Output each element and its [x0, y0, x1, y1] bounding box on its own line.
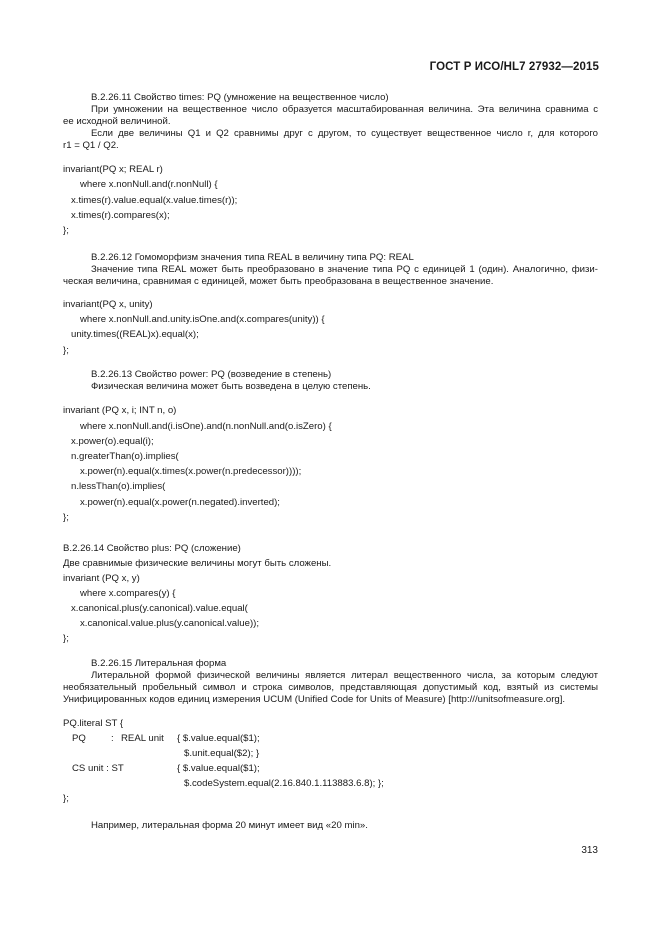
code-line: }; — [63, 512, 69, 523]
code-line: where x.compares(y) { — [80, 588, 176, 599]
code-line: invariant (PQ x, y) — [63, 573, 140, 584]
code-token: PQ — [72, 733, 86, 744]
code-line: x.canonical.plus(y.canonical).value.equal( — [71, 603, 248, 614]
code-line: x.canonical.value.plus(y.canonical.value)); — [80, 618, 259, 629]
code-token: CS unit : ST — [72, 763, 124, 774]
paragraph-line: ее исходной величиной. — [63, 116, 171, 127]
section-title-times: B.2.26.11 Свойство times: PQ (умножение на вещественное число) — [91, 92, 389, 103]
standard-code-header: ГОСТ Р ИСО/HL7 27932—2015 — [429, 61, 599, 73]
paragraph-line: Две сравнимые физические величины могут быть сложены. — [63, 558, 332, 569]
code-line: }; — [63, 633, 69, 644]
paragraph-line: Значение типа REAL может быть преобразовано в значение типа PQ с единицей 1 (один). Аналогично, физи- — [91, 264, 598, 275]
code-line: x.power(n).equal(x.times(x.power(n.predecessor)))); — [80, 466, 302, 477]
code-line: x.power(n).equal(x.power(n.negated).inverted); — [80, 497, 280, 508]
paragraph-line: Если две величины Q1 и Q2 сравнимы друг с другом, то существует вещественное число r, для которого — [91, 128, 598, 139]
code-line: x.times(r).compares(x); — [71, 210, 170, 221]
section-title-literal-form: B.2.26.15 Литеральная форма — [91, 658, 227, 669]
code-line: PQ.literal ST { — [63, 718, 124, 729]
section-title-plus: B.2.26.14 Свойство plus: PQ (сложение) — [63, 543, 241, 554]
paragraph-line: Физическая величина может быть возведена в целую степень. — [91, 381, 371, 392]
code-token: { $.value.equal($1); — [177, 763, 260, 774]
code-line: }; — [63, 345, 69, 356]
code-line: }; — [63, 225, 69, 236]
code-line: where x.nonNull.and(r.nonNull) { — [80, 179, 218, 190]
code-line: invariant(PQ x, unity) — [63, 299, 153, 310]
code-line: where x.nonNull.and.unity.isOne.and(x.compares(unity)) { — [80, 314, 325, 325]
paragraph-line: r1 = Q1 / Q2. — [63, 140, 119, 151]
code-line: n.greaterThan(o).implies( — [71, 451, 179, 462]
paragraph-line: Унифицированных кодов единиц измерения UCUM (Unified Code for Units of Measure) [http:///unitsofmeasure.org]. — [63, 694, 566, 705]
code-token: $.codeSystem.equal(2.16.840.1.113883.6.8); }; — [184, 778, 384, 789]
code-line: where x.nonNull.and(i.isOne).and(n.nonNull.and(o.isZero) { — [80, 421, 332, 432]
section-title-power: B.2.26.13 Свойство power: PQ (возведение в степень) — [91, 369, 332, 380]
example-paragraph: Например, литеральная форма 20 минут имеет вид «20 min». — [91, 820, 368, 831]
section-title-homomorphism: B.2.26.12 Гомоморфизм значения типа REAL в величину типа PQ: REAL — [91, 252, 414, 263]
paragraph-line: необязательный пробельный символ и строка символов, представляющая допустимый код, взятый из системы — [63, 682, 598, 693]
paragraph-line: ческая величина, сравнимая с единицей, может быть преобразована в вещественное значение. — [63, 276, 494, 287]
code-line: x.times(r).value.equal(x.value.times(r)); — [71, 195, 238, 206]
code-token: $.unit.equal($2); } — [184, 748, 260, 759]
code-token: { $.value.equal($1); — [177, 733, 260, 744]
paragraph-line: Литеральной формой физической величины является литерал вещественного числа, за которым следуют — [91, 670, 598, 681]
code-line: invariant(PQ x; REAL r) — [63, 164, 163, 175]
code-token: : — [111, 733, 114, 744]
code-line: n.lessThan(o).implies( — [71, 481, 166, 492]
code-line: x.power(o).equal(i); — [71, 436, 154, 447]
page-number: 313 — [581, 845, 598, 856]
paragraph-line: При умножении на вещественное число образуется масштабированная величина. Эта величина сравнима с — [91, 104, 598, 115]
code-line: unity.times((REAL)x).equal(x); — [71, 329, 199, 340]
code-token: REAL unit — [121, 733, 164, 744]
code-line: }; — [63, 793, 69, 804]
code-line: invariant (PQ x, i; INT n, o) — [63, 405, 177, 416]
